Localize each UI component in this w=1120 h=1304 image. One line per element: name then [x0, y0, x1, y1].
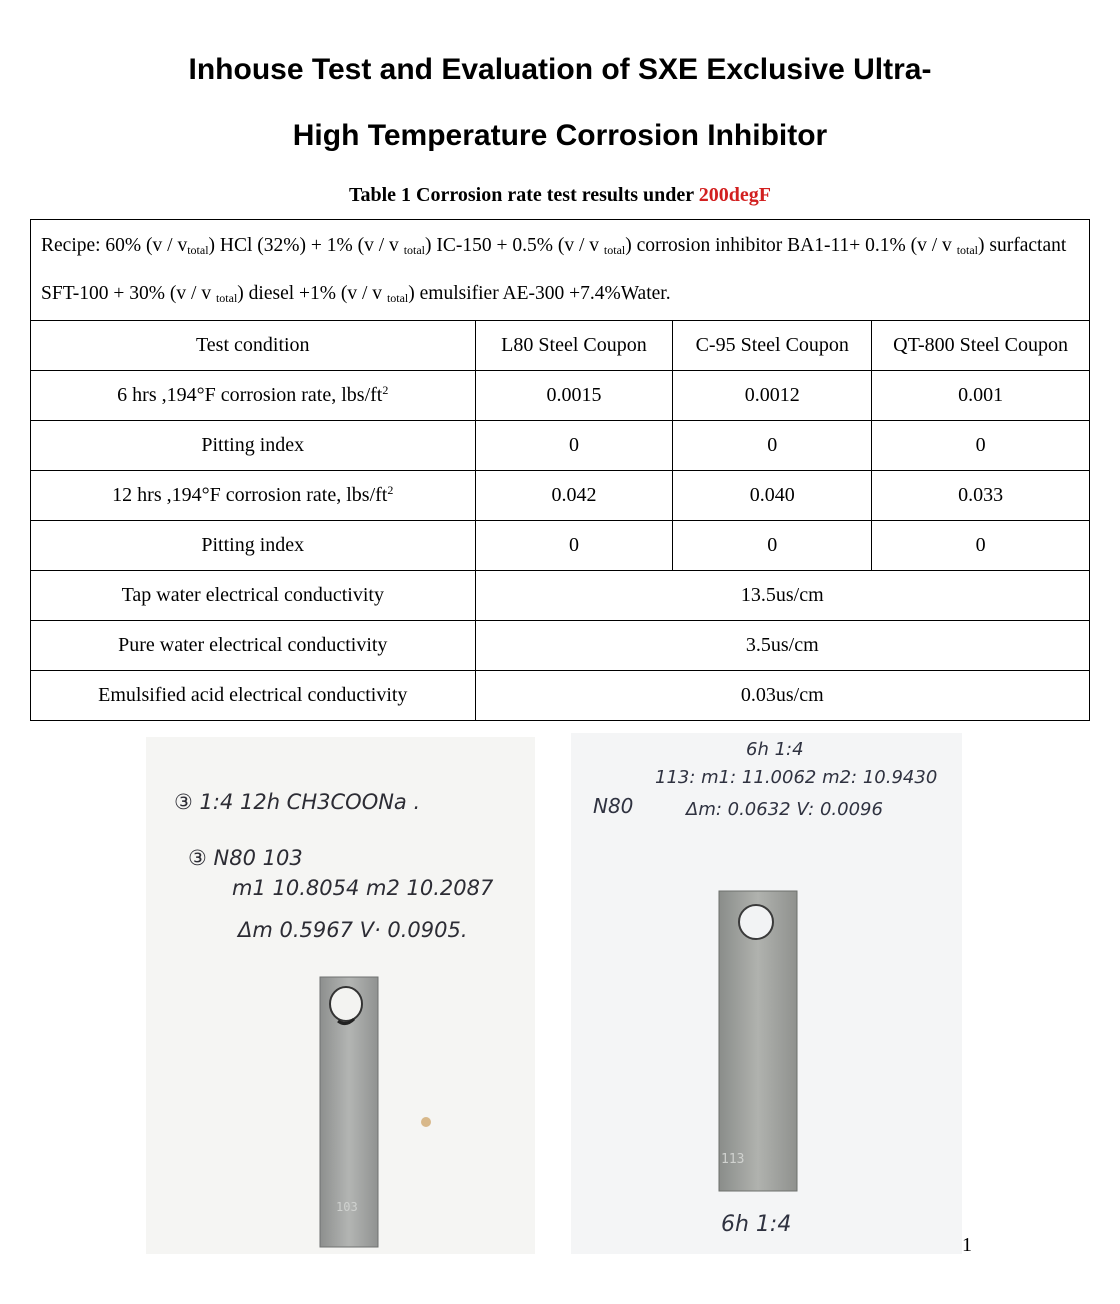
row-label-text: 12 hrs ,194°F corrosion rate, lbs/ft — [112, 484, 388, 506]
note-line: 6h 1:4 — [746, 739, 804, 760]
value-cell: 13.5us/cm — [475, 571, 1089, 621]
row-label: Emulsified acid electrical conductivity — [31, 671, 476, 721]
table-caption — [0, 182, 1120, 208]
value-cell: 0.0012 — [673, 371, 872, 421]
value-cell: 0 — [673, 421, 872, 471]
note-line: 6h 1:4 — [721, 1212, 792, 1237]
header-cell: L80 Steel Coupon — [475, 321, 673, 371]
value-cell: 3.5us/cm — [475, 621, 1089, 671]
value-cell: 0.001 — [872, 371, 1090, 421]
header-cell: Test condition — [31, 321, 476, 371]
row-label: Tap water electrical conductivity — [31, 571, 476, 621]
coupon-hole — [330, 987, 362, 1021]
note-line: ③ N80 103 — [188, 846, 303, 870]
recipe-text: ) corrosion inhibitor BA1-11+ 0.1% (v / v — [625, 235, 957, 256]
row-label — [31, 471, 476, 521]
subscript: total — [603, 243, 626, 257]
recipe-text: ) surfactant SFT-100 + 30% (v / v — [41, 235, 1067, 304]
value-cell: 0.03us/cm — [475, 671, 1089, 721]
recipe-text: ) emulsifier AE-300 +7.4%Water. — [408, 283, 671, 304]
coupon-stamp: 113 — [721, 1152, 745, 1167]
subscript: total — [386, 291, 409, 305]
page-title-line-2: High Temperature Corrosion Inhibitor — [292, 119, 828, 152]
value-cell: 0 — [872, 521, 1090, 571]
value-cell: 0.042 — [475, 471, 673, 521]
superscript: 2 — [387, 483, 394, 497]
note-line: N80 — [593, 794, 634, 818]
value-cell: 0.0015 — [475, 371, 673, 421]
recipe-text: Recipe: 60% (v / v — [41, 235, 188, 256]
table-row — [31, 521, 1090, 571]
value-cell: 0.033 — [872, 471, 1090, 521]
table-row — [31, 421, 1090, 471]
recipe-row — [31, 220, 1090, 321]
results-table — [30, 219, 1090, 721]
value-cell: 0 — [872, 421, 1090, 471]
row-label: Pure water electrical conductivity — [31, 621, 476, 671]
header-row — [31, 321, 1090, 371]
subscript: total — [403, 243, 426, 257]
note-line: 113: m1: 11.0062 m2: 10.9430 — [655, 767, 938, 788]
value-cell: 0.040 — [673, 471, 872, 521]
row-label-text: 6 hrs ,194°F corrosion rate, lbs/ft — [117, 384, 383, 406]
coupon-photo-103-graphic — [146, 737, 535, 1254]
coupon-hole — [739, 905, 773, 939]
header-cell: QT-800 Steel Coupon — [872, 321, 1090, 371]
coupon-photo-103 — [146, 737, 535, 1254]
coupon-stamp: 103 — [336, 1200, 358, 1214]
recipe-cell — [31, 220, 1090, 321]
note-line: Δm: 0.0632 V: 0.0096 — [686, 799, 883, 820]
caption-text: Table 1 Corrosion rate test results under — [348, 184, 699, 206]
recipe-text: ) IC-150 + 0.5% (v / v — [425, 235, 604, 256]
table-row — [31, 471, 1090, 521]
subscript: total — [956, 243, 979, 257]
row-label: Pitting index — [31, 421, 476, 471]
header-cell: C-95 Steel Coupon — [673, 321, 872, 371]
recipe-text: ) diesel +1% (v / v — [237, 283, 387, 304]
page-number: 1 — [962, 1234, 972, 1256]
value-cell: 0 — [475, 421, 673, 471]
subscript: total — [215, 291, 238, 305]
table-row — [31, 621, 1090, 671]
coupon-photo-113 — [571, 733, 962, 1254]
coupon-photo-113-graphic — [571, 733, 962, 1254]
caption-temperature: 200degF — [698, 184, 772, 206]
stain-mark — [421, 1117, 431, 1127]
note-line: ③ 1:4 12h CH3COONa . — [174, 790, 421, 814]
row-label — [31, 371, 476, 421]
table-row — [31, 671, 1090, 721]
table-row — [31, 571, 1090, 621]
page-title-line-1: Inhouse Test and Evaluation of SXE Exclusive Ultra- — [188, 53, 932, 86]
note-line: m1 10.8054 m2 10.2087 — [232, 876, 494, 900]
value-cell: 0 — [475, 521, 673, 571]
superscript: 2 — [382, 383, 389, 397]
value-cell: 0 — [673, 521, 872, 571]
note-line: Δm 0.5967 V· 0.0905. — [238, 918, 468, 942]
recipe-text: ) HCl (32%) + 1% (v / v — [208, 235, 404, 256]
table-row — [31, 371, 1090, 421]
subscript: total — [187, 243, 209, 257]
row-label: Pitting index — [31, 521, 476, 571]
